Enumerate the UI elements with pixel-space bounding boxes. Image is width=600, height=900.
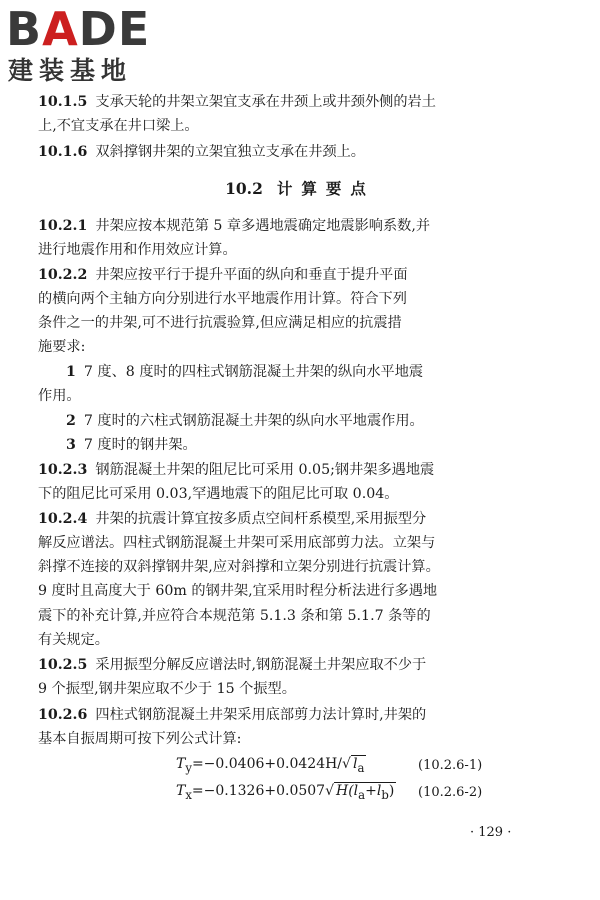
- line-text: 井架应按平行于提升平面的纵向和垂直于提升平面: [95, 267, 408, 283]
- text-line: [38, 116, 199, 136]
- line-text: 有关规定。: [38, 632, 109, 648]
- clause-number: 10.1.5: [38, 94, 88, 110]
- symbol-l: +l: [365, 783, 382, 799]
- text-line: [38, 337, 85, 357]
- line-text: 钢筋混凝土井架的阻尼比可采用 0.05;钢井架多遇地震: [95, 462, 435, 478]
- sqrt-icon: √: [342, 756, 351, 772]
- list-item: [66, 435, 197, 455]
- formula-rhs: =−0.1326+0.0507: [191, 783, 326, 799]
- sqrt-radicand: [351, 755, 366, 775]
- line-text: 7 度时的六柱式钢筋混凝土井架的纵向水平地震作用。: [83, 413, 424, 429]
- list-item: [66, 411, 424, 431]
- text-line: [38, 92, 436, 112]
- logo-letters: DE: [78, 2, 151, 56]
- text-line: [38, 705, 426, 725]
- clause-number: 10.1.6: [38, 144, 88, 160]
- line-text: 作用。: [38, 388, 81, 404]
- logo-wordmark: [6, 2, 151, 56]
- sqrt-icon: √: [325, 783, 335, 799]
- page-number: · 129 ·: [470, 825, 512, 840]
- line-text: 四柱式钢筋混凝土井架采用底部剪力法计算时,井架的: [95, 707, 427, 723]
- clause-number: 10.2.2: [38, 267, 88, 283]
- text-line: [38, 313, 402, 333]
- subscript: x: [185, 787, 192, 802]
- item-number: 3: [66, 437, 76, 453]
- line-text: 下的阻尼比可采用 0.03,罕遇地震下的阻尼比可取 0.04。: [38, 486, 399, 502]
- line-text: 条件之一的井架,可不进行抗震验算,但应满足相应的抗震措: [38, 315, 402, 331]
- line-text: 7 度、8 度时的四柱式钢筋混凝土井架的纵向水平地震: [83, 364, 424, 380]
- symbol-l: l: [352, 756, 358, 772]
- text-line: [38, 386, 81, 406]
- text-line: [38, 509, 426, 529]
- subscript: a: [358, 787, 366, 802]
- line-text: 上,不宜支承在井口梁上。: [38, 118, 199, 134]
- section-heading: 计算要点: [276, 179, 375, 198]
- item-number: 2: [66, 413, 76, 429]
- line-text: 采用振型分解反应谱法时,钢筋混凝土井架应取不少于: [95, 657, 427, 673]
- text-line: [38, 533, 435, 553]
- clause-number: 10.2.1: [38, 218, 88, 234]
- text-line: [38, 240, 237, 260]
- line-text: 震下的补充计算,并应符合本规范第 5.1.3 条和第 5.1.7 条等的: [38, 608, 431, 624]
- clause-number: 10.2.5: [38, 657, 88, 673]
- formula-rhs: =−0.0406+0.0424H/: [191, 756, 343, 772]
- text-line: [38, 679, 296, 699]
- text-line: [38, 557, 440, 577]
- line-text: 井架的抗震计算宜按多质点空间杆系模型,采用振型分: [95, 511, 427, 527]
- line-text: 斜撑不连接的双斜撑钢井架,应对斜撑和立架分别进行抗震计算。: [38, 559, 440, 575]
- line-text: 双斜撑钢井架的立架宜独立支承在井颈上。: [95, 144, 365, 160]
- line-text: 井架应按本规范第 5 章多遇地震确定地震影响系数,并: [95, 218, 431, 234]
- logo-chinese: 建装基地: [8, 56, 133, 85]
- formula-expression: [176, 783, 396, 802]
- text-line: [38, 216, 430, 236]
- line-text: 的横向两个主轴方向分别进行水平地震作用计算。符合下列: [38, 291, 407, 307]
- section-title: [0, 177, 600, 199]
- equation-number: (10.2.6-1): [418, 758, 483, 773]
- text-line: [38, 460, 434, 480]
- text-line: [38, 484, 398, 504]
- subscript: a: [357, 760, 365, 775]
- logo-letter: B: [6, 2, 43, 56]
- paren: ): [388, 783, 395, 799]
- item-number: 1: [66, 364, 76, 380]
- text-line: [38, 630, 109, 650]
- equation-number: (10.2.6-2): [418, 785, 483, 800]
- line-text: 7 度时的钢井架。: [83, 437, 197, 453]
- sqrt-radicand: [334, 782, 396, 802]
- clause-number: 10.2.4: [38, 511, 88, 527]
- symbol-T: T: [176, 783, 186, 799]
- text-line: [38, 265, 408, 285]
- clause-number: 10.2.6: [38, 707, 88, 723]
- text-line: [38, 289, 407, 309]
- line-text: 进行地震作用和作用效应计算。: [38, 242, 237, 258]
- symbol-H: H(l: [336, 783, 359, 799]
- text-line: [38, 142, 365, 162]
- bade-logo: [6, 2, 176, 88]
- text-line: [38, 581, 437, 601]
- line-text: 支承天轮的井架立架宜支承在井颈上或井颈外侧的岩土: [95, 94, 436, 110]
- line-text: 9 个振型,钢井架应取不少于 15 个振型。: [38, 681, 296, 697]
- logo-accent-letter: A: [42, 2, 79, 56]
- subscript: b: [381, 787, 389, 802]
- section-number: 10.2: [225, 179, 263, 198]
- text-line: [38, 606, 431, 626]
- line-text: 施要求:: [38, 339, 86, 355]
- text-line: [38, 655, 426, 675]
- line-text: 解反应谱法。四柱式钢筋混凝土井架可采用底部剪力法。立架与: [38, 535, 436, 551]
- symbol-T: T: [176, 756, 186, 772]
- list-item: [66, 362, 423, 382]
- text-line: [38, 729, 241, 749]
- line-text: 基本自振周期可按下列公式计算:: [38, 731, 242, 747]
- line-text: 9 度时且高度大于 60m 的钢井架,宜采用时程分析法进行多遇地: [38, 583, 438, 599]
- clause-number: 10.2.3: [38, 462, 88, 478]
- formula-expression: [176, 756, 366, 775]
- subscript: y: [185, 760, 192, 775]
